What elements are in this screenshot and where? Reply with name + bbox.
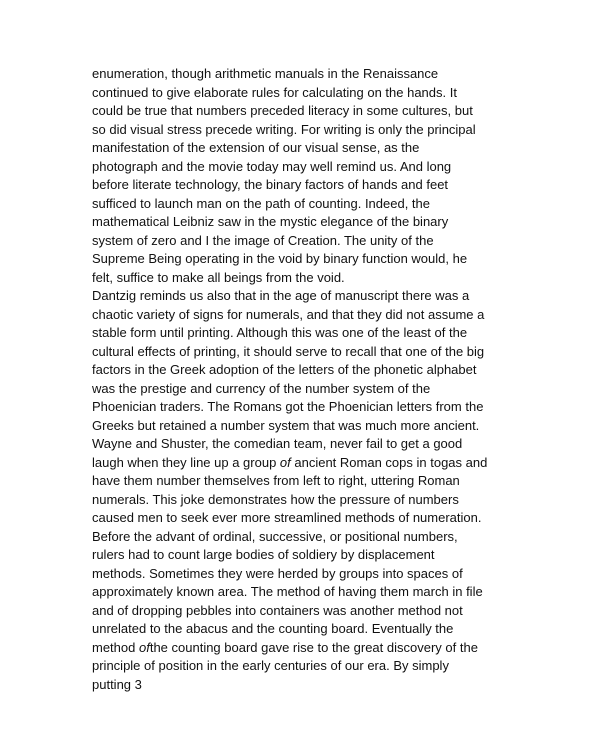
text-line: continued to give elaborate rules for calculating on the hands. It — [92, 84, 457, 100]
text-line: rulers had to count large bodies of soldiery by displacement — [92, 547, 435, 562]
text-segment: ancient Roman cops in togas and — [290, 454, 488, 470]
text-line: Phoenician traders. The Romans got the Phoenician letters from the — [92, 399, 484, 414]
text-line: principle of position in the early centuries of our era. By simply — [92, 658, 449, 673]
text-line: so did visual stress precede writing. For writing is only the principal — [92, 121, 476, 137]
text-line: have them number themselves from left to right, uttering Roman — [92, 473, 460, 488]
text-segment: method — [92, 639, 139, 655]
text-line: Greeks but retained a number system that was much more ancient. — [92, 417, 480, 433]
text-line: chaotic variety of signs for numerals, and that they did not assume a — [92, 306, 485, 322]
text-line: methods. Sometimes they were herded by groups into spaces of — [92, 565, 463, 581]
text-line: mathematical Leibniz saw in the mystic elegance of the binary — [92, 214, 449, 229]
text-line: before literate technology, the binary factors of hands and feet — [92, 177, 449, 192]
text-line: Wayne and Shuster, the comedian team, never fail to get a good — [92, 436, 463, 451]
text-line: approximately known area. The method of having them march in file — [92, 584, 483, 599]
italic-text: of — [138, 639, 150, 655]
text-line: photograph and the movie today may well remind us. And long — [92, 158, 452, 174]
text-line: could be true that numbers preceded literacy in some cultures, but — [92, 103, 473, 118]
text-line: Supreme Being operating in the void by binary function would, he — [92, 251, 468, 266]
text-line: sufficed to launch man on the path of counting. Indeed, the — [92, 195, 431, 211]
text-line: manifestation of the extension of our visual sense, as the — [92, 140, 420, 155]
text-line: felt, suffice to make all beings from the void. — [92, 269, 345, 285]
text-line: factors in the Greek adoption of the letters of the phonetic alphabet — [92, 362, 477, 377]
text-line: system of zero and I the image of Creation. The unity of the — [92, 232, 434, 248]
text-line: caused men to seek ever more streamlined methods of numeration. — [92, 510, 482, 525]
text-line: Before the advant of ordinal, successive, or positional numbers, — [92, 528, 458, 544]
text-line: putting 3 — [92, 676, 142, 692]
text-line: enumeration, though arithmetic manuals in the Renaissance — [92, 66, 439, 81]
text-line: unrelated to the abacus and the counting board. Eventually the — [92, 621, 454, 636]
text-line — [92, 639, 522, 658]
text-line: Dantzig reminds us also that in the age of manuscript there was a — [92, 288, 470, 303]
text-segment: laugh when they line up a group — [92, 454, 280, 470]
body-text — [92, 65, 522, 694]
text-line: stable form until printing. Although this was one of the least of the — [92, 325, 468, 340]
text-line: numerals. This joke demonstrates how the pressure of numbers — [92, 491, 459, 507]
text-line: was the prestige and currency of the number system of the — [92, 380, 431, 396]
italic-text: of — [279, 454, 291, 470]
text-segment: the counting board gave rise to the great discovery of the — [149, 639, 478, 655]
text-line — [92, 454, 522, 473]
text-line: cultural effects of printing, it should serve to recall that one of the big — [92, 343, 485, 359]
text-line: and of dropping pebbles into containers was another method not — [92, 602, 463, 618]
